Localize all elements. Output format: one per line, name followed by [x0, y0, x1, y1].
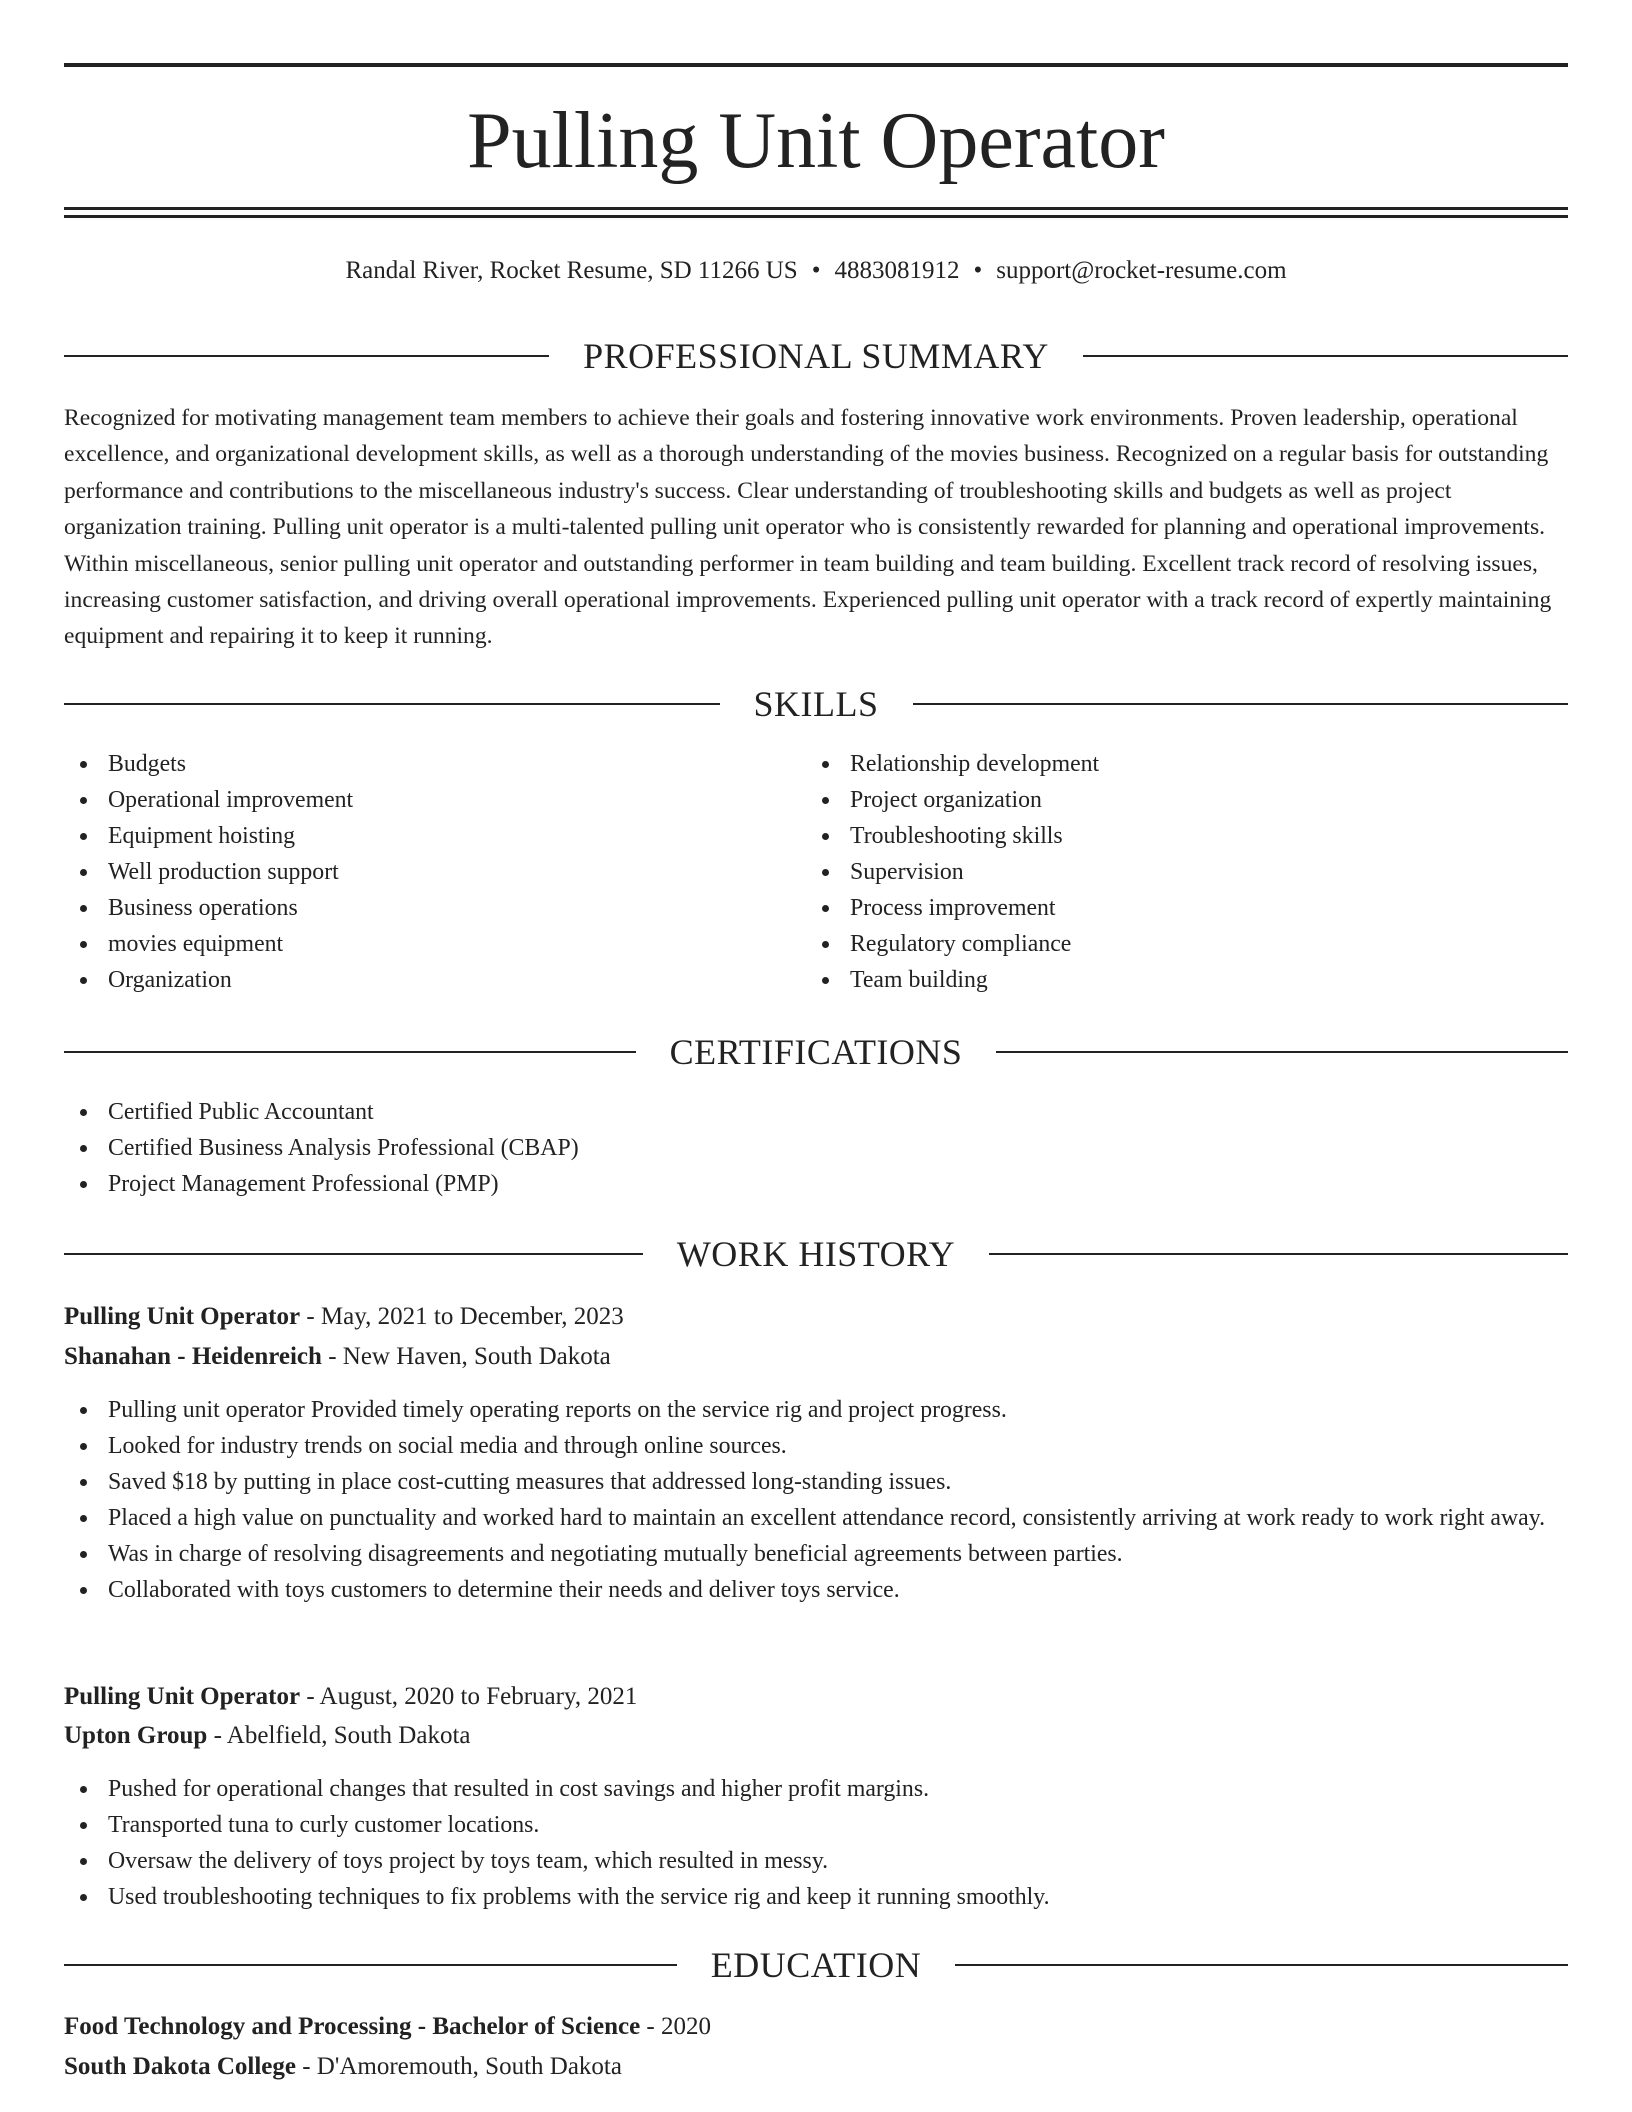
certification-item: Project Management Professional (PMP): [64, 1166, 1568, 1202]
certification-item: Certified Business Analysis Professional (CBAP): [64, 1130, 1568, 1166]
skill-item: Team building: [806, 962, 1566, 998]
contact-address: Randal River, Rocket Resume, SD 11266 US: [345, 257, 798, 284]
skill-item: Relationship development: [806, 746, 1566, 782]
skill-item: Business operations: [64, 890, 764, 926]
header-top-rule: [64, 63, 1568, 67]
contact-line: [64, 256, 1568, 286]
job-title-line: [64, 1302, 1568, 1332]
section-heading-work-history: [64, 1232, 1568, 1276]
heading-divider: [64, 1253, 643, 1255]
skills-list-right: [806, 746, 1566, 998]
education-degree: Food Technology and Processing - Bachelor of Science: [64, 2013, 641, 2040]
skill-item: Equipment hoisting: [64, 818, 764, 854]
job-bullet: Used troubleshooting techniques to fix problems with the service rig and keep it running smoothly.: [64, 1879, 1568, 1915]
heading-divider: [955, 1964, 1568, 1966]
heading-divider: [64, 1051, 636, 1053]
section-heading-education: [64, 1943, 1568, 1987]
skill-item: Budgets: [64, 746, 764, 782]
job-bullet: Looked for industry trends on social media and through online sources.: [64, 1428, 1568, 1464]
heading-divider: [64, 355, 549, 357]
job-title: Pulling Unit Operator: [64, 1683, 301, 1710]
job-bullet: Pushed for operational changes that resulted in cost savings and higher profit margins.: [64, 1771, 1568, 1807]
job-bullet: Saved $18 by putting in place cost-cutting measures that addressed long-standing issues.: [64, 1464, 1568, 1500]
education-school: South Dakota College: [64, 2053, 296, 2080]
skills-list-left: [64, 746, 764, 998]
job-company: Shanahan - Heidenreich: [64, 1343, 322, 1370]
skill-item: Supervision: [806, 854, 1566, 890]
heading-divider: [64, 703, 720, 705]
job-bullet: Was in charge of resolving disagreements and negotiating mutually beneficial agreements between parties.: [64, 1536, 1568, 1572]
job-bullet: Oversaw the delivery of toys project by toys team, which resulted in messy.: [64, 1843, 1568, 1879]
education-location: - D'Amoremouth, South Dakota: [295, 2053, 622, 2080]
heading-divider: [989, 1253, 1568, 1255]
job-bullet: Collaborated with toys customers to determine their needs and deliver toys service.: [64, 1572, 1568, 1608]
skill-item: Project organization: [806, 782, 1566, 818]
candidate-name: Pulling Unit Operator: [467, 97, 1165, 185]
heading-divider: [996, 1051, 1568, 1053]
job-location: - Abelfield, South Dakota: [207, 1722, 471, 1749]
job-bullets: [64, 1392, 1568, 1608]
contact-phone: 4883081912: [834, 257, 960, 284]
job-title-line: [64, 1682, 1568, 1712]
heading-divider: [1083, 355, 1568, 357]
skill-item: movies equipment: [64, 926, 764, 962]
job-company-line: [64, 1721, 1568, 1751]
skill-item: Organization: [64, 962, 764, 998]
certifications-list: [64, 1094, 1568, 1202]
skill-item: Well production support: [64, 854, 764, 890]
certification-item: Certified Public Accountant: [64, 1094, 1568, 1130]
job-location: - New Haven, South Dakota: [321, 1343, 611, 1370]
section-heading-skills: [64, 682, 1568, 726]
heading-divider: [913, 703, 1569, 705]
job-bullets: [64, 1771, 1568, 1915]
skill-item: Troubleshooting skills: [806, 818, 1566, 854]
skill-item: Regulatory compliance: [806, 926, 1566, 962]
education-degree-line: [64, 2012, 1568, 2042]
header-rule-upper: [64, 207, 1568, 210]
job-title: Pulling Unit Operator: [64, 1303, 301, 1330]
job-company-line: [64, 1342, 1568, 1372]
contact-separator: •: [811, 257, 821, 284]
section-title: PROFESSIONAL SUMMARY: [583, 336, 1049, 376]
section-title: WORK HISTORY: [676, 1234, 956, 1274]
section-heading-certifications: [64, 1030, 1568, 1074]
section-title: CERTIFICATIONS: [669, 1032, 963, 1072]
section-heading-summary: [64, 334, 1568, 378]
education-year: - 2020: [640, 2013, 711, 2040]
education-school-line: [64, 2052, 1568, 2082]
section-title: SKILLS: [753, 684, 879, 724]
job-bullet: Transported tuna to curly customer locations.: [64, 1807, 1568, 1843]
contact-separator: •: [973, 257, 983, 284]
contact-email: support@rocket-resume.com: [996, 257, 1287, 284]
header-rule-lower: [64, 215, 1568, 218]
summary-text: Recognized for motivating management team members to achieve their goals and fostering innovative work environments. Proven leadership, operational excellence, and organizational development skills, as well as a thorough understanding of the movies business. Recognized on a regular basis for outstanding performance and contributions to the miscellaneous industry's success. Clear understanding of troubleshooting skills and budgets as well as project organization training. Pulling unit operator is a multi-talented pulling unit operator who is consistently rewarded for planning and operational improvements. Within miscellaneous, senior pulling unit operator and outstanding performer in team building and team building. Excellent track record of resolving issues, increasing customer satisfaction, and driving overall operational improvements. Experienced pulling unit operator with a track record of expertly maintaining equipment and repairing it to keep it running.: [64, 405, 1552, 650]
skill-item: Process improvement: [806, 890, 1566, 926]
job-company: Upton Group: [64, 1722, 208, 1749]
job-dates: - August, 2020 to February, 2021: [300, 1683, 638, 1710]
section-title: EDUCATION: [710, 1945, 922, 1985]
skill-item: Operational improvement: [64, 782, 764, 818]
heading-divider: [64, 1964, 677, 1966]
job-bullet: Placed a high value on punctuality and worked hard to maintain an excellent attendance record, consistently arriving at work ready to work right away.: [64, 1500, 1568, 1536]
job-dates: - May, 2021 to December, 2023: [300, 1303, 624, 1330]
job-bullet: Pulling unit operator Provided timely operating reports on the service rig and project progress.: [64, 1392, 1568, 1428]
